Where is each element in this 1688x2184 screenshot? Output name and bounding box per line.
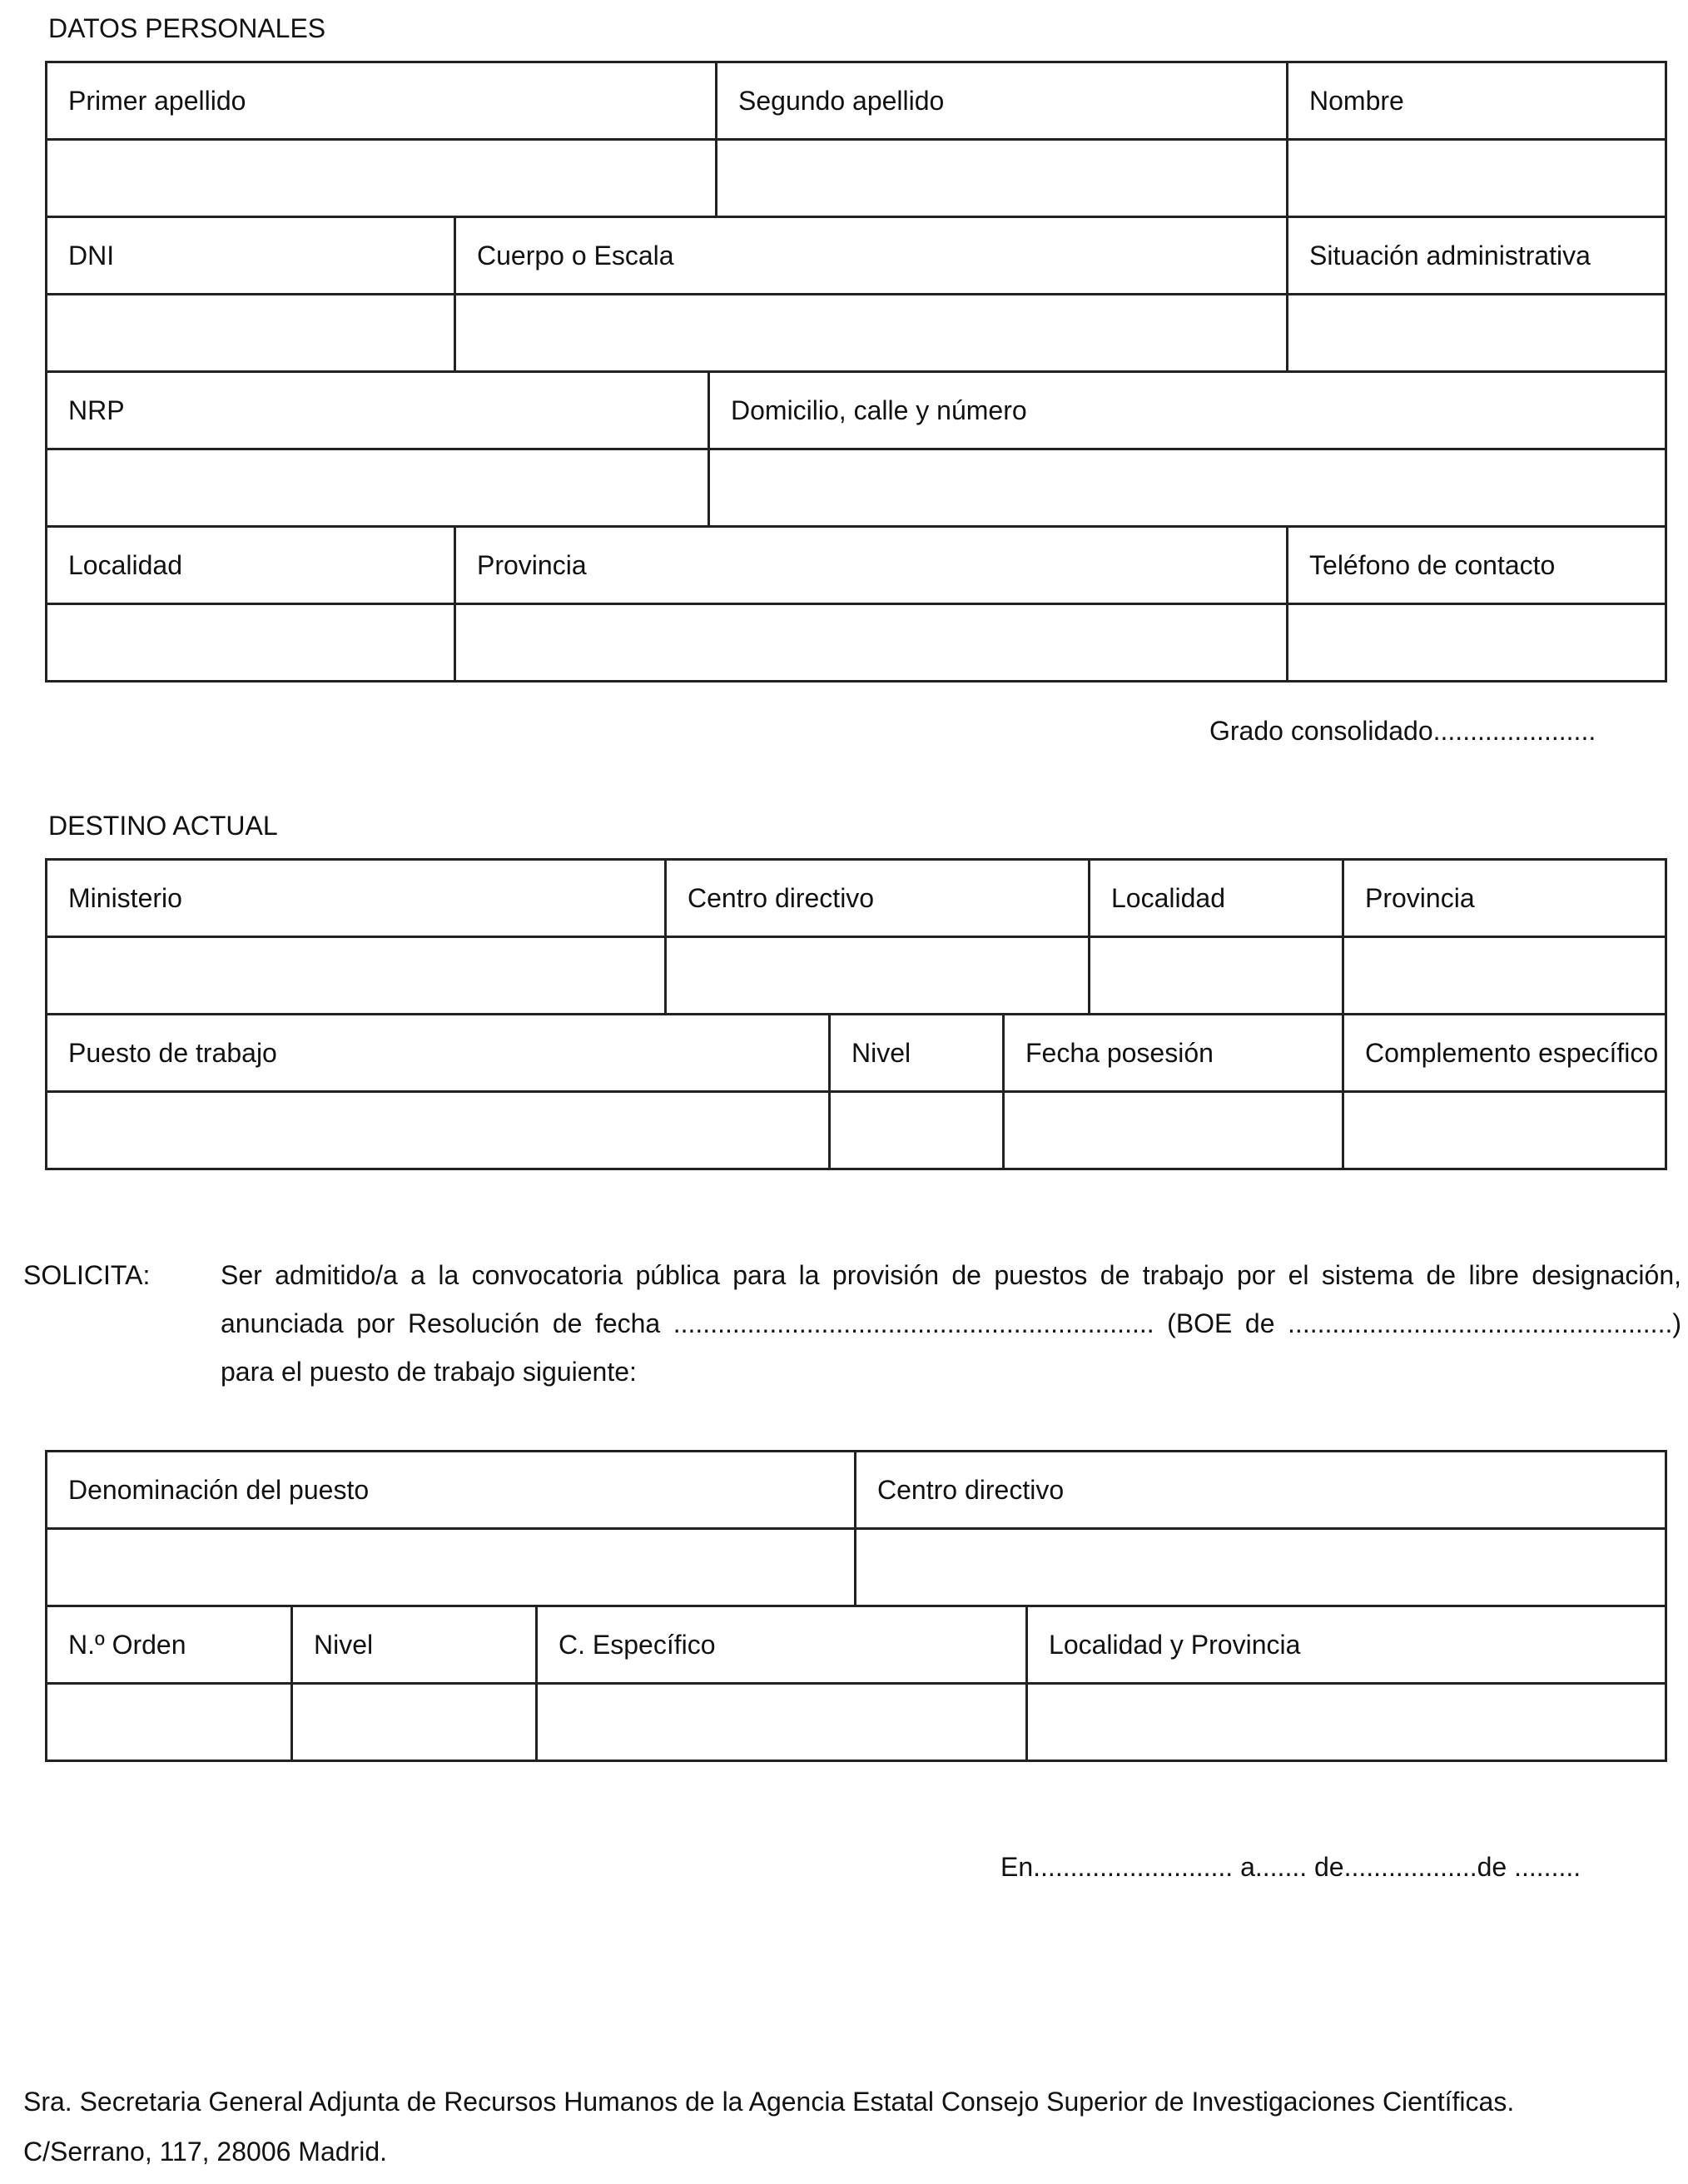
destinatario-line-2: C/Serrano, 117, 28006 Madrid.: [23, 2137, 387, 2167]
ministerio-field[interactable]: [47, 937, 666, 1015]
provincia-field[interactable]: [455, 604, 1288, 682]
grado-consolidado: Grado consolidado......................: [1209, 716, 1596, 746]
primer-apellido-field[interactable]: [47, 140, 717, 217]
segundo-apellido-label: Segundo apellido: [717, 62, 1288, 140]
solicita-label: SOLICITA:: [23, 1260, 151, 1290]
c-especifico-field[interactable]: [537, 1684, 1027, 1761]
destino-provincia-field[interactable]: [1343, 937, 1666, 1015]
fecha-posesion-label: Fecha posesión: [1004, 1015, 1343, 1092]
solicita-line-3: para el puesto de trabajo siguiente:: [221, 1357, 637, 1387]
domicilio-label: Domicilio, calle y número: [709, 372, 1666, 449]
nivel-field[interactable]: [830, 1092, 1004, 1169]
primer-apellido-label: Primer apellido: [47, 62, 717, 140]
fecha-posesion-field[interactable]: [1004, 1092, 1343, 1169]
dni-field[interactable]: [47, 295, 455, 372]
domicilio-field[interactable]: [709, 449, 1666, 527]
destino-provincia-label: Provincia: [1343, 860, 1666, 937]
localidad-provincia-field[interactable]: [1027, 1684, 1666, 1761]
destinatario-line-1: Sra. Secretaria General Adjunta de Recursos Humanos de la Agencia Estatal Consejo Superior de Investigaciones Científicas.: [23, 2087, 1515, 2117]
solicita-line-1: Ser admitido/a a la convocatoria pública para la provisión de puestos de trabajo por el sistema de libre designación,: [221, 1260, 1681, 1290]
telefono-field[interactable]: [1288, 604, 1666, 682]
telefono-label: Teléfono de contacto: [1288, 527, 1666, 604]
ministerio-label: Ministerio: [47, 860, 666, 937]
section-title-destino-actual: DESTINO ACTUAL: [48, 811, 278, 841]
situacion-administrativa-label: Situación administrativa: [1288, 217, 1666, 295]
puesto-trabajo-label: Puesto de trabajo: [47, 1015, 830, 1092]
datos-personales-table: [45, 61, 1667, 682]
complemento-especifico-label: Complemento específico: [1343, 1015, 1666, 1092]
numero-orden-label: N.º Orden: [47, 1606, 292, 1684]
cuerpo-escala-label: Cuerpo o Escala: [455, 217, 1288, 295]
localidad-label: Localidad: [47, 527, 455, 604]
nrp-label: NRP: [47, 372, 709, 449]
puesto-solicitado-table: [45, 1450, 1667, 1762]
puesto-nivel-label: Nivel: [292, 1606, 537, 1684]
provincia-label: Provincia: [455, 527, 1288, 604]
destino-actual-table: [45, 858, 1667, 1170]
centro-directivo-label: Centro directivo: [666, 860, 1090, 937]
dni-label: DNI: [47, 217, 455, 295]
section-title-datos-personales: DATOS PERSONALES: [48, 13, 326, 43]
cuerpo-escala-field[interactable]: [455, 295, 1288, 372]
denominacion-puesto-field[interactable]: [47, 1529, 856, 1606]
puesto-nivel-field[interactable]: [292, 1684, 537, 1761]
complemento-especifico-field[interactable]: [1343, 1092, 1666, 1169]
denominacion-puesto-label: Denominación del puesto: [47, 1452, 856, 1529]
localidad-field[interactable]: [47, 604, 455, 682]
destino-localidad-label: Localidad: [1090, 860, 1343, 937]
destino-localidad-field[interactable]: [1090, 937, 1343, 1015]
centro-directivo-field[interactable]: [666, 937, 1090, 1015]
nivel-label: Nivel: [830, 1015, 1004, 1092]
c-especifico-label: C. Específico: [537, 1606, 1027, 1684]
solicita-line-2: anunciada por Resolución de fecha ................................................................. (BOE de ....................................................): [221, 1308, 1681, 1338]
puesto-trabajo-field[interactable]: [47, 1092, 830, 1169]
lugar-fecha-line: En........................... a....... de..................de .........: [1000, 1852, 1581, 1882]
numero-orden-field[interactable]: [47, 1684, 292, 1761]
puesto-centro-directivo-field[interactable]: [856, 1529, 1666, 1606]
situacion-administrativa-field[interactable]: [1288, 295, 1666, 372]
nrp-field[interactable]: [47, 449, 709, 527]
nombre-field[interactable]: [1288, 140, 1666, 217]
puesto-centro-directivo-label: Centro directivo: [856, 1452, 1666, 1529]
nombre-label: Nombre: [1288, 62, 1666, 140]
localidad-provincia-label: Localidad y Provincia: [1027, 1606, 1666, 1684]
segundo-apellido-field[interactable]: [717, 140, 1288, 217]
